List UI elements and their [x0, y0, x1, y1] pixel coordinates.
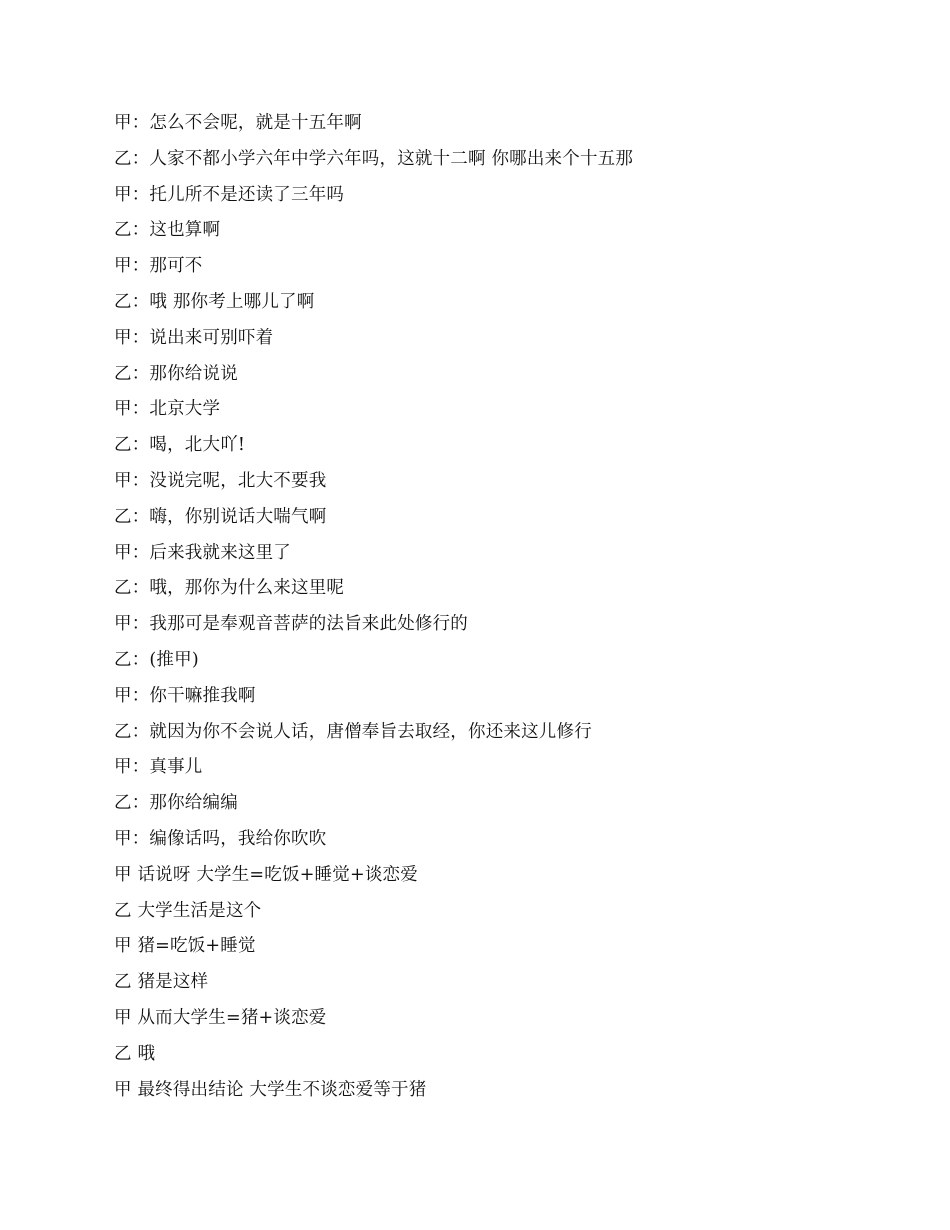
dialogue-line: 甲：后来我就来这里了	[114, 542, 291, 563]
dialogue-line: 乙：这也算啊	[114, 220, 221, 241]
dialogue-line: 乙 猪是这样	[114, 972, 209, 993]
dialogue-line: 乙：那你给说说	[114, 363, 238, 384]
dialogue-line: 乙：(推甲)	[114, 649, 199, 670]
dialogue-line: 乙 哦	[114, 1043, 156, 1064]
dialogue-line: 乙：哦 那你考上哪儿了啊	[114, 291, 315, 312]
dialogue-line: 甲 最终得出结论 大学生不谈恋爱等于猪	[114, 1079, 427, 1100]
dialogue-line: 甲：那可不	[114, 256, 203, 277]
dialogue-line: 乙：哦，那你为什么来这里呢	[114, 578, 345, 599]
dialogue-line: 乙 大学生活是这个	[114, 900, 262, 921]
dialogue-line: 甲：编像话吗，我给你吹吹	[114, 828, 327, 849]
dialogue-line: 甲 话说呀 大学生=吃饭+睡觉+谈恋爱	[114, 864, 418, 885]
dialogue-line: 乙：喝，北大吖!	[114, 435, 246, 456]
dialogue-line: 甲 猪=吃饭+睡觉	[114, 936, 256, 957]
dialogue-line: 甲：说出来可别吓着	[114, 327, 274, 348]
dialogue-line: 乙：嗨，你别说话大喘气啊	[114, 506, 327, 527]
dialogue-line: 甲：真事儿	[114, 757, 203, 778]
dialogue-line: 甲：你干嘛推我啊	[114, 685, 256, 706]
dialogue-line: 甲：托儿所不是还读了三年吗	[114, 184, 345, 205]
dialogue-line: 甲：怎么不会呢，就是十五年啊	[114, 113, 362, 133]
dialogue-script	[114, 108, 874, 1110]
dialogue-line: 乙：那你给编编	[114, 793, 238, 814]
dialogue-line: 甲：北京大学	[114, 399, 221, 420]
dialogue-line: 乙：就因为你不会说人话，唐僧奉旨去取经，你还来这儿修行	[114, 721, 592, 742]
dialogue-line: 甲 从而大学生=猪+谈恋爱	[114, 1007, 327, 1028]
dialogue-line: 甲：我那可是奉观音菩萨的法旨来此处修行的	[114, 614, 468, 635]
dialogue-line: 乙：人家不都小学六年中学六年吗，这就十二啊 你哪出来个十五那	[114, 148, 634, 169]
dialogue-line: 甲：没说完呢，北大不要我	[114, 470, 327, 491]
